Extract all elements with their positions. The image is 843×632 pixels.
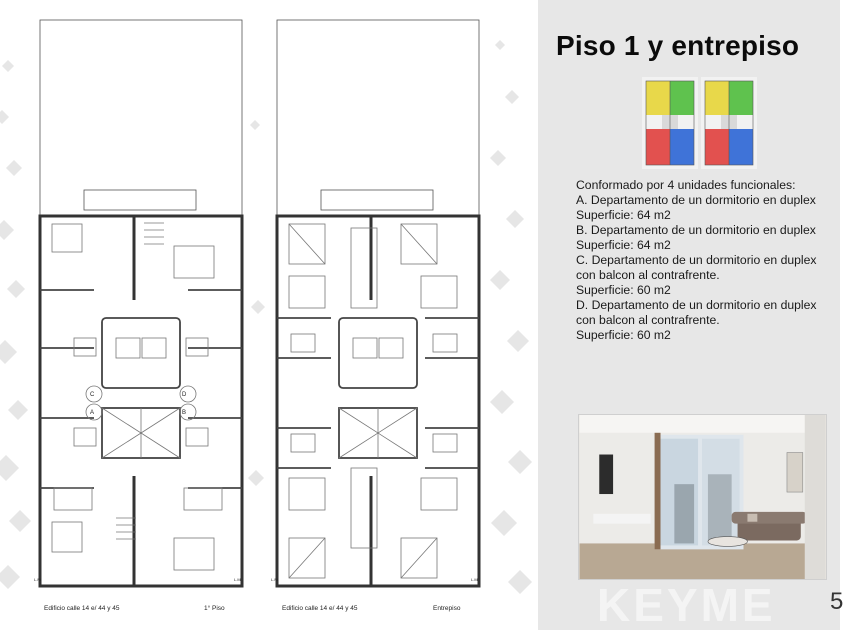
unit-color-map-first-floor: [642, 77, 698, 169]
plan-floor-caption: 1° Piso: [204, 605, 225, 612]
floor-plan-first-floor: [34, 18, 248, 594]
page-title: Piso 1 y entrepiso: [556, 30, 800, 61]
unit-b-zone: [670, 81, 694, 115]
plan-floor-caption: Entrepiso: [433, 605, 461, 612]
unit-label-b: B: [182, 410, 187, 416]
unit-d-detail: con balcon al contrafrente.: [576, 313, 720, 327]
unit-color-map-mezzanine: [701, 77, 757, 169]
lm-mark-right: L.M: [471, 577, 478, 582]
unit-a-title: A. Departamento de un dormitorio en duplex: [576, 193, 816, 207]
page-number: 5: [830, 588, 843, 615]
unit-b-area: Superficie: 64 m2: [576, 238, 671, 252]
unit-d-zone: [670, 129, 694, 165]
unit-c-title: C. Departamento de un dormitorio en duplex: [576, 253, 817, 267]
brand-watermark: KEYME: [597, 579, 776, 631]
unit-a-area: Superficie: 64 m2: [576, 208, 671, 222]
units-description: [576, 178, 836, 343]
unit-c-detail: con balcon al contrafrente.: [576, 268, 720, 282]
unit-d-title: D. Departamento de un dormitorio en duplex: [576, 298, 817, 312]
unit-a-zone: [646, 81, 670, 115]
interior-render-photo: [578, 414, 827, 580]
unit-c-area: Superficie: 60 m2: [576, 283, 671, 297]
plan-building-caption: Edificio calle 14 e/ 44 y 45: [282, 605, 358, 612]
unit-label-c: C: [90, 392, 95, 398]
units-intro: Conformado por 4 unidades funcionales:: [576, 178, 796, 192]
floor-plan-mezzanine: [271, 18, 485, 594]
lm-mark-left: L.M: [271, 577, 278, 582]
plan-building-caption: Edificio calle 14 e/ 44 y 45: [44, 605, 120, 612]
lm-mark-left: L.M: [34, 577, 41, 582]
unit-label-a: A: [90, 410, 95, 416]
info-panel: [538, 0, 843, 631]
lm-mark-right: L.M: [234, 577, 241, 582]
unit-label-d: D: [182, 392, 187, 398]
unit-c-zone: [646, 129, 670, 165]
unit-d-area: Superficie: 60 m2: [576, 328, 671, 342]
unit-b-title: B. Departamento de un dormitorio en duplex: [576, 223, 816, 237]
